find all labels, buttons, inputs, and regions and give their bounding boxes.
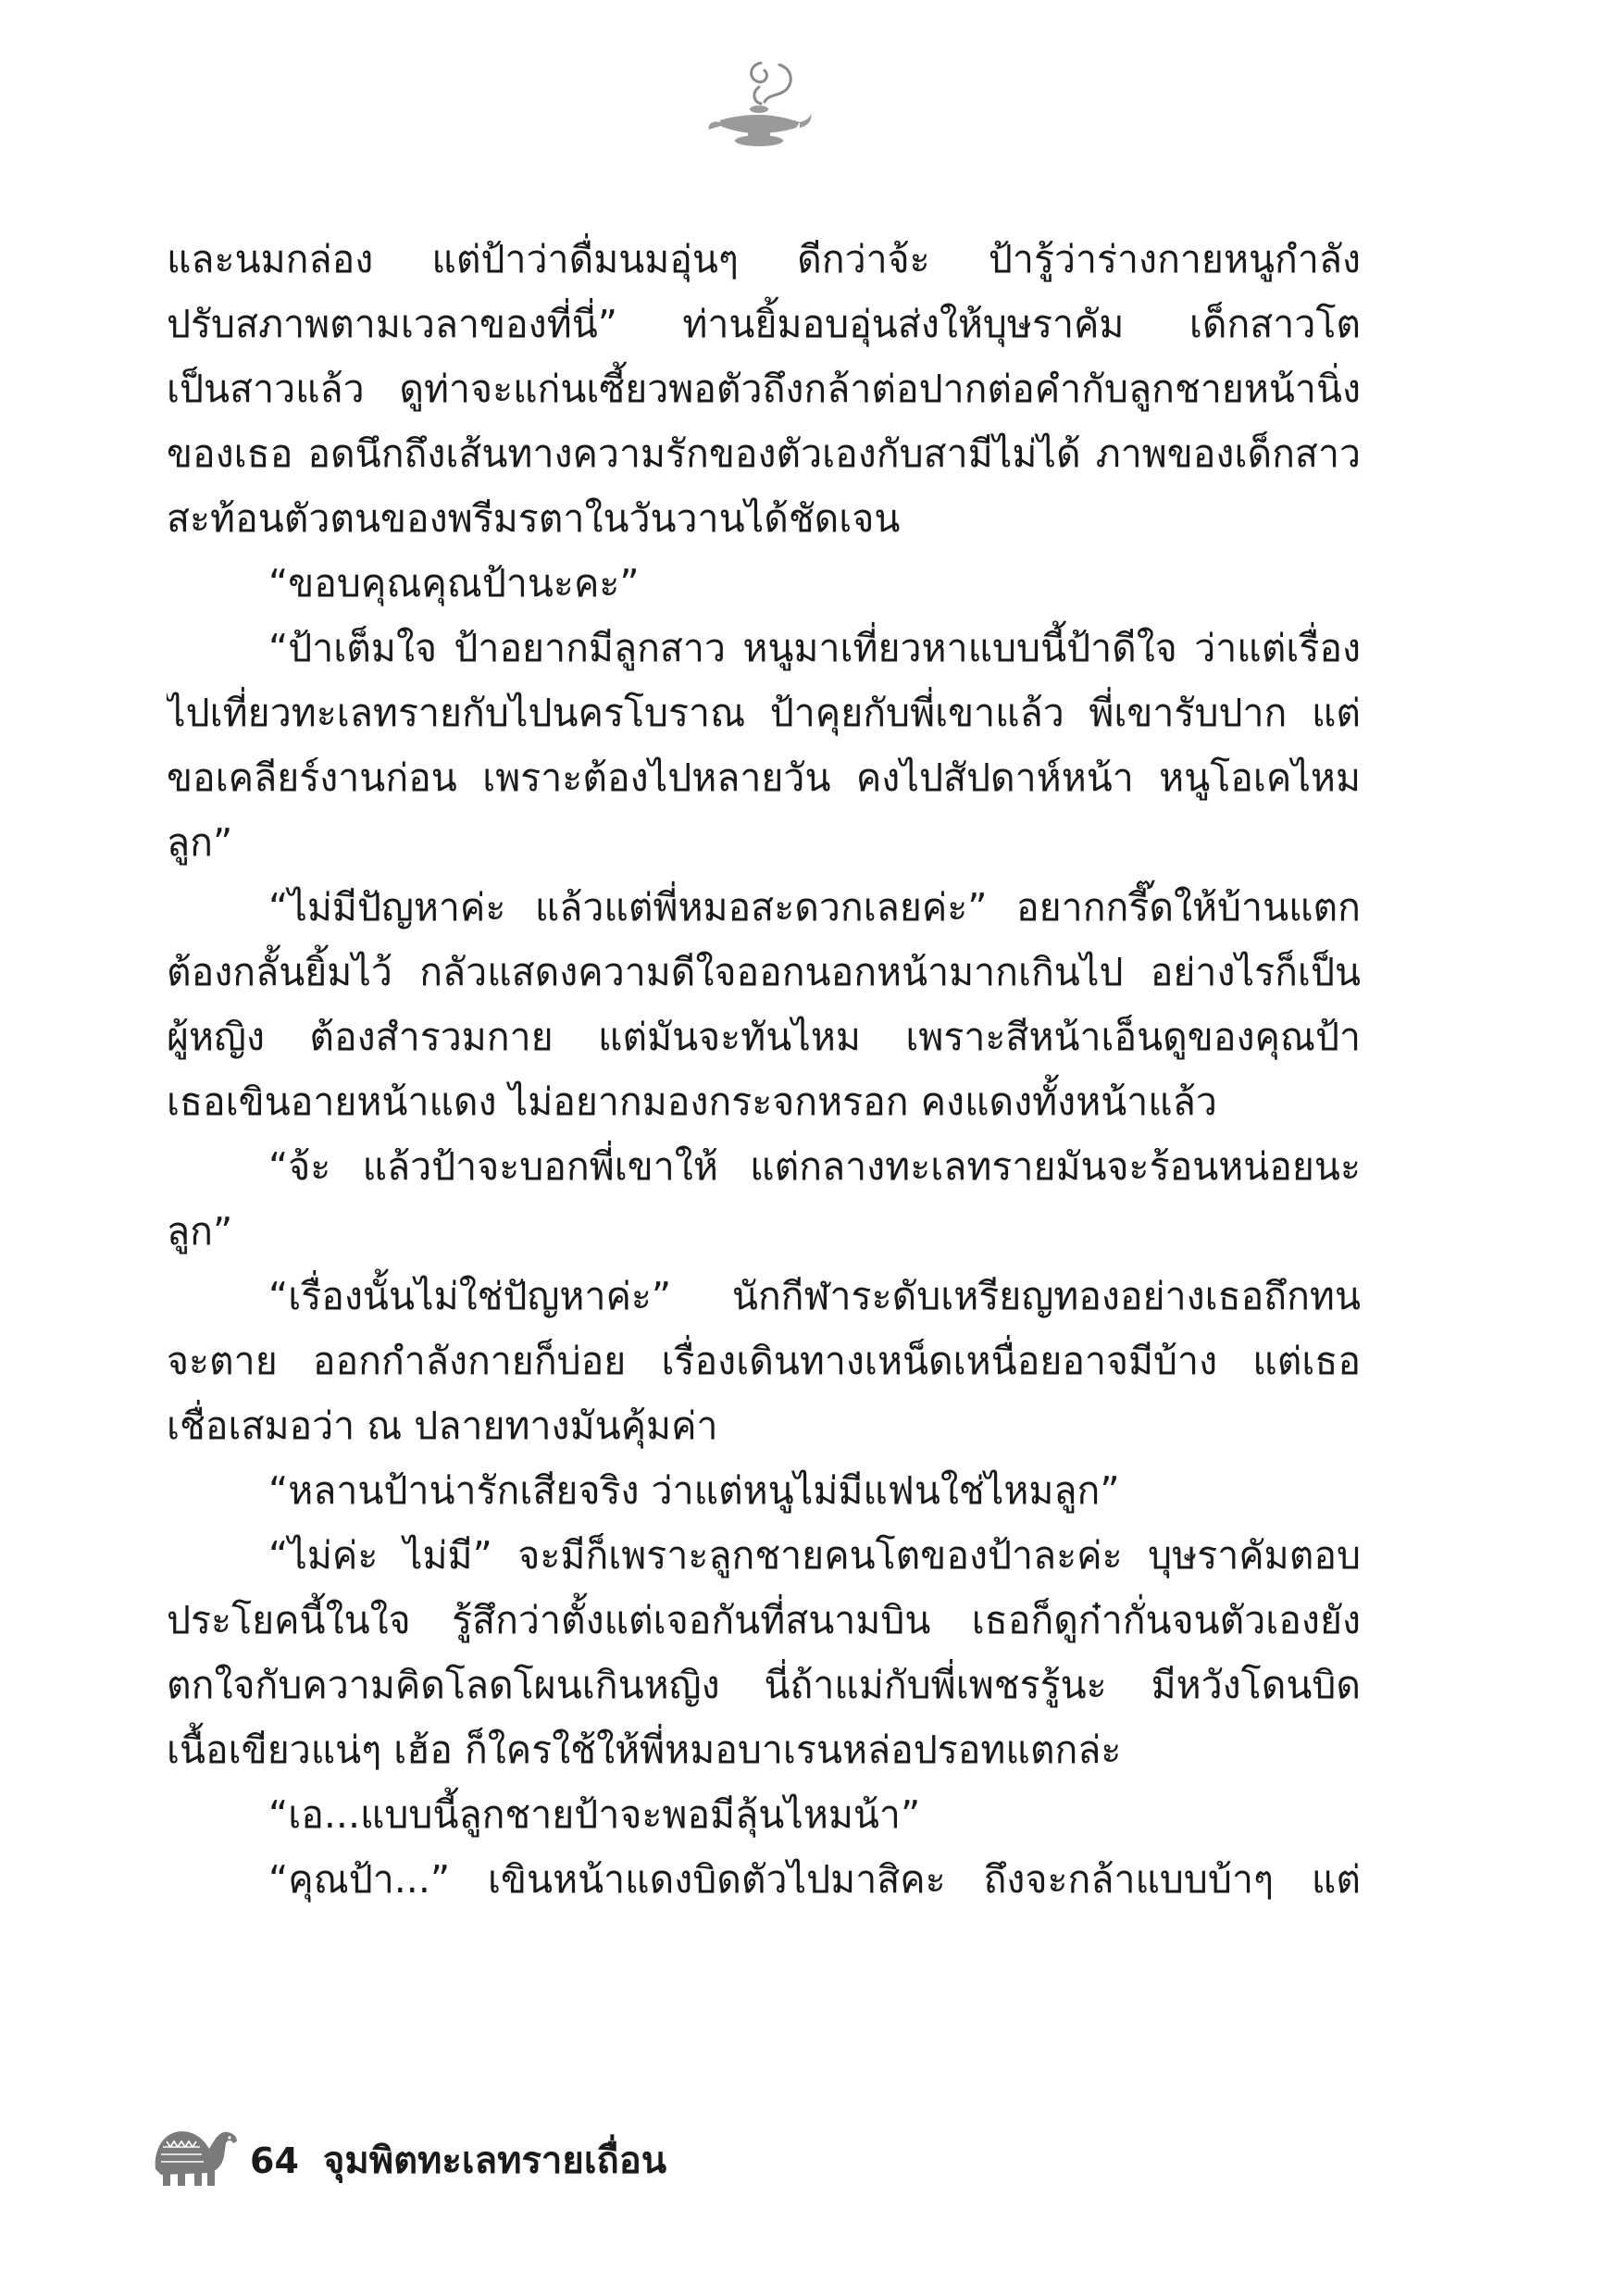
text-line: เธอเขินอายหน้าแดง ไม่อยากมองกระจกหรอก คงแดงทั้งหน้าแล้ว [167,1079,1217,1124]
text-line: และนมกล่อง แต่ป้าว่าดื่มนมอุ่นๆ ดีกว่าจ้ะ ป้ารู้ว่าร่างกายหนูกำลัง [167,237,1361,281]
text-line: ลูก” [167,820,233,865]
book-title: จุมพิตทะเลทรายเถื่อน [322,2140,667,2182]
text-line: “คุณป้า...” เขินหน้าแดงบิดตัวไปมาสิคะ ถึงจะกล้าแบบบ้าๆ แต่ [268,1857,1361,1902]
text-line: “ไม่ค่ะ ไม่มี” จะมีก็เพราะลูกชายคนโตของป้าละค่ะ บุษราคัมตอบ [268,1533,1361,1578]
text-line: “เอ...แบบนี้ลูกชายป้าจะพอมีลุ้นไหมน้า” [268,1792,921,1837]
text-line: เป็นสาวแล้ว ดูท่าจะแก่นเซี้ยวพอตัวถึงกล้าต่อปากต่อคำกับลูกชายหน้านิ่ง [167,367,1361,411]
text-line: “ไม่มีปัญหาค่ะ แล้วแต่พี่หมอสะดวกเลยค่ะ” อยากกรี๊ดให้บ้านแตก [268,885,1361,930]
text-line: “ป้าเต็มใจ ป้าอยากมีลูกสาว หนูมาเที่ยวหาแบบนี้ป้าดีใจ ว่าแต่เรื่อง [268,626,1361,670]
text-line: ของเธอ อดนึกถึงเส้นทางความรักของตัวเองกับสามีไม่ได้ ภาพของเด็กสาว [167,431,1361,476]
text-line: ไปเที่ยวทะเลทรายกับไปนครโบราณ ป้าคุยกับพี่เขาแล้ว พี่เขารับปาก แต่ [167,691,1361,735]
text-line: สะท้อนตัวตนของพรีมรตาในวันวานได้ชัดเจน [167,496,901,541]
page-number: 64 [250,2140,299,2181]
text-line: ปรับสภาพตามเวลาของที่นี่” ท่านยิ้มอบอุ่นส่งให้บุษราคัม เด็กสาวโต [167,302,1361,346]
text-line: เชื่อเสมอว่า ณ ปลายทางมันคุ้มค่า [167,1404,718,1448]
text-line: ตกใจกับความคิดโลดโผนเกินหญิง นี่ถ้าแม่กับพี่เพชรรู้นะ มีหวังโดนบิด [167,1663,1361,1707]
genie-lamp-icon [703,56,815,157]
text-line: ผู้หญิง ต้องสำรวมกาย แต่มันจะทันไหม เพราะสีหน้าเอ็นดูของคุณป้า [167,1015,1361,1059]
text-line: “เรื่องนั้นไม่ใช่ปัญหาค่ะ” นักกีฬาระดับเหรียญทองอย่างเธอถึกทน [268,1274,1361,1318]
body-text [167,227,1361,1912]
text-line: ต้องกลั้นยิ้มไว้ กลัวแสดงความดีใจออกนอกหน้ามากเกินไป อย่างไรก็เป็น [167,950,1361,994]
text-line: ประโยคนี้ในใจ รู้สึกว่าตั้งแต่เจอกันที่สนามบิน เธอก็ดูก๋ากั่นจนตัวเองยัง [167,1598,1361,1642]
text-line: ลูก” [167,1209,233,1254]
text-line: “หลานป้าน่ารักเสียจริง ว่าแต่หนูไม่มีแฟนใช่ไหมลูก” [268,1468,1120,1513]
text-line: เนื้อเขียวแน่ๆ เฮ้อ ก็ใครใช้ให้พี่หมอบาเรนหล่อปรอทแตกล่ะ [167,1728,1122,1772]
page-footer [148,2111,666,2194]
text-line: ขอเคลียร์งานก่อน เพราะต้องไปหลายวัน คงไปสัปดาห์หน้า หนูโอเคไหม [167,755,1361,800]
text-line: “ขอบคุณคุณป้านะคะ” [268,561,640,605]
text-line: จะตาย ออกกำลังกายก็บ่อย เรื่องเดินทางเหน็ดเหนื่อยอาจมีบ้าง แต่เธอ [167,1339,1361,1383]
text-line: “จ้ะ แล้วป้าจะบอกพี่เขาให้ แต่กลางทะเลทรายมันจะร้อนหน่อยนะ [268,1144,1361,1189]
camel-icon [148,2115,241,2190]
